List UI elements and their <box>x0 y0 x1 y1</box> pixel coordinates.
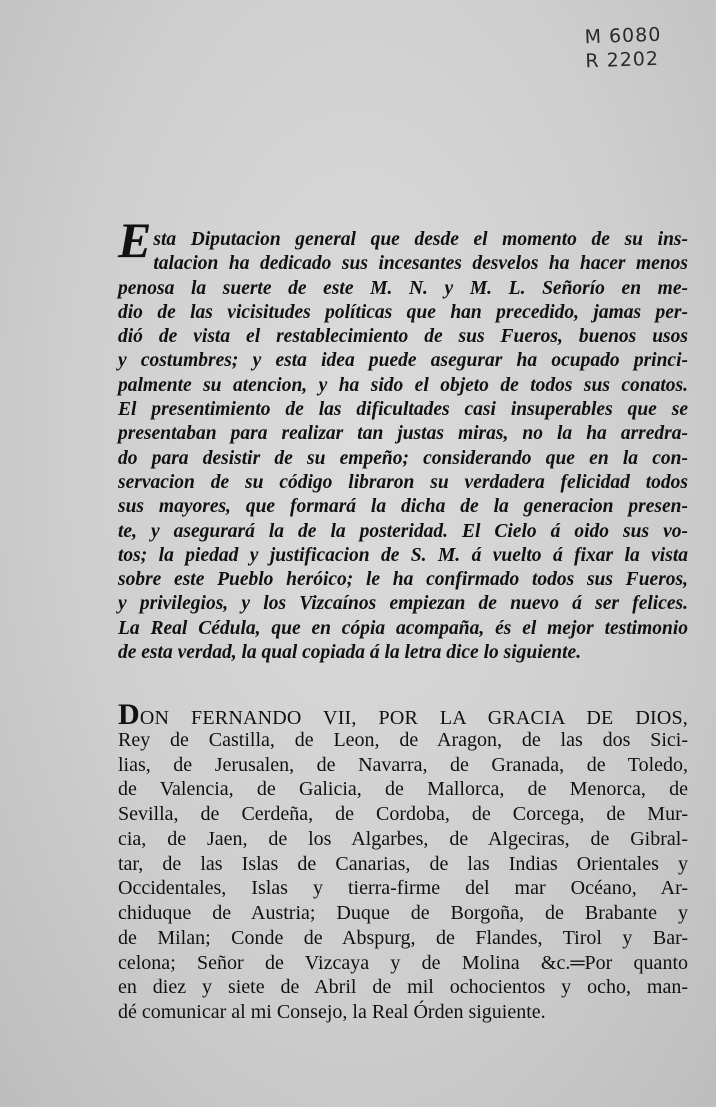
text-line: y privilegios, y los Vizcaínos empiezan de nuevo á ser felices. <box>118 593 688 615</box>
text-line: palmente su atencion, y ha sido el objeto de todos sus conatos. <box>118 374 688 396</box>
shelfmark-line: R 2202 <box>585 47 660 73</box>
text-line: de esta verdad, la qual copiada á la letra dice lo siguiente. <box>118 642 582 664</box>
text-line: La Real Cédula, que en cópia acompaña, és el mejor testimonio <box>118 617 688 639</box>
royal-cedula-paragraph <box>118 698 688 1025</box>
heading-text: ON FERNANDO VII, POR LA GRACIA DE DIOS, <box>139 707 688 729</box>
heading-initial: D <box>118 698 140 731</box>
text-line: sobre este Pueblo heróico; le ha confirmado todos sus Fueros, <box>118 569 688 591</box>
text-line: do para desistir de su empeño; considerando que en la con- <box>118 447 688 469</box>
text-line: dio de las vicisitudes políticas que han precedido, jamas per- <box>118 301 688 323</box>
text-line: lias, de Jerusalen, de Navarra, de Granada, de Toledo, <box>118 753 688 776</box>
text-line: en diez y siete de Abril de mil ochocientos y ocho, man- <box>118 976 688 999</box>
handwritten-shelfmark <box>584 23 662 74</box>
shelfmark-line: M 6080 <box>584 23 662 49</box>
text-line: dió de vista el restablecimiento de sus Fueros, buenos usos <box>118 326 688 348</box>
text-line: de Valencia, de Galicia, de Mallorca, de Menorca, de <box>118 778 688 801</box>
text-line: te, y asegurará la de la posteridad. El Cielo á oido sus vo- <box>118 520 688 542</box>
text-line: Sevilla, de Cerdeña, de Cordoba, de Corcega, de Mur- <box>118 803 688 825</box>
text-line: servacion de su código libraron su verdadera felicidad todos <box>118 471 688 493</box>
drop-cap: E <box>118 212 152 268</box>
text-line: dé comunicar al mi Consejo, la Real Órden siguiente. <box>118 1001 546 1023</box>
text-line: tos; la piedad y justificacion de S. M. á vuelto á fixar la vista <box>118 544 688 566</box>
text-line: y costumbres; y esta idea puede asegurar ha ocupado princi- <box>118 350 688 372</box>
text-line: sta Diputacion general que desde el momento de su ins- <box>153 229 688 250</box>
text-line: chiduque de Austria; Duque de Borgoña, de Brabante y <box>118 902 688 924</box>
text-line: sus mayores, que formará la dicha de la generacion presen- <box>118 496 688 518</box>
text-line: Occidentales, Islas y tierra-firme del mar Océano, Ar- <box>118 877 688 900</box>
text-line: tar, de las Islas de Canarias, de las Indias Orientales y <box>118 852 688 875</box>
text-line: El presentimiento de las dificultades casi insuperables que se <box>118 399 688 421</box>
text-line: cia, de Jaen, de los Algarbes, de Algeciras, de Gibral- <box>118 827 688 850</box>
text-line: Rey de Castilla, de Leon, de Aragon, de las dos Sici- <box>118 728 688 751</box>
text-line: talacion ha dedicado sus incesantes desvelos ha hacer menos <box>153 253 688 275</box>
cedula-heading <box>118 698 688 731</box>
text-line: celona; Señor de Vizcaya y de Molina &c.═Por quanto <box>118 951 688 974</box>
intro-paragraph <box>118 212 688 665</box>
text-line: penosa la suerte de este M. N. y M. L. Señorío en me- <box>118 277 688 299</box>
text-line: de Milan; Conde de Abspurg, de Flandes, Tirol y Bar- <box>118 926 688 949</box>
text-line: presentaban para realizar tan justas miras, no la ha arredra- <box>118 423 688 445</box>
